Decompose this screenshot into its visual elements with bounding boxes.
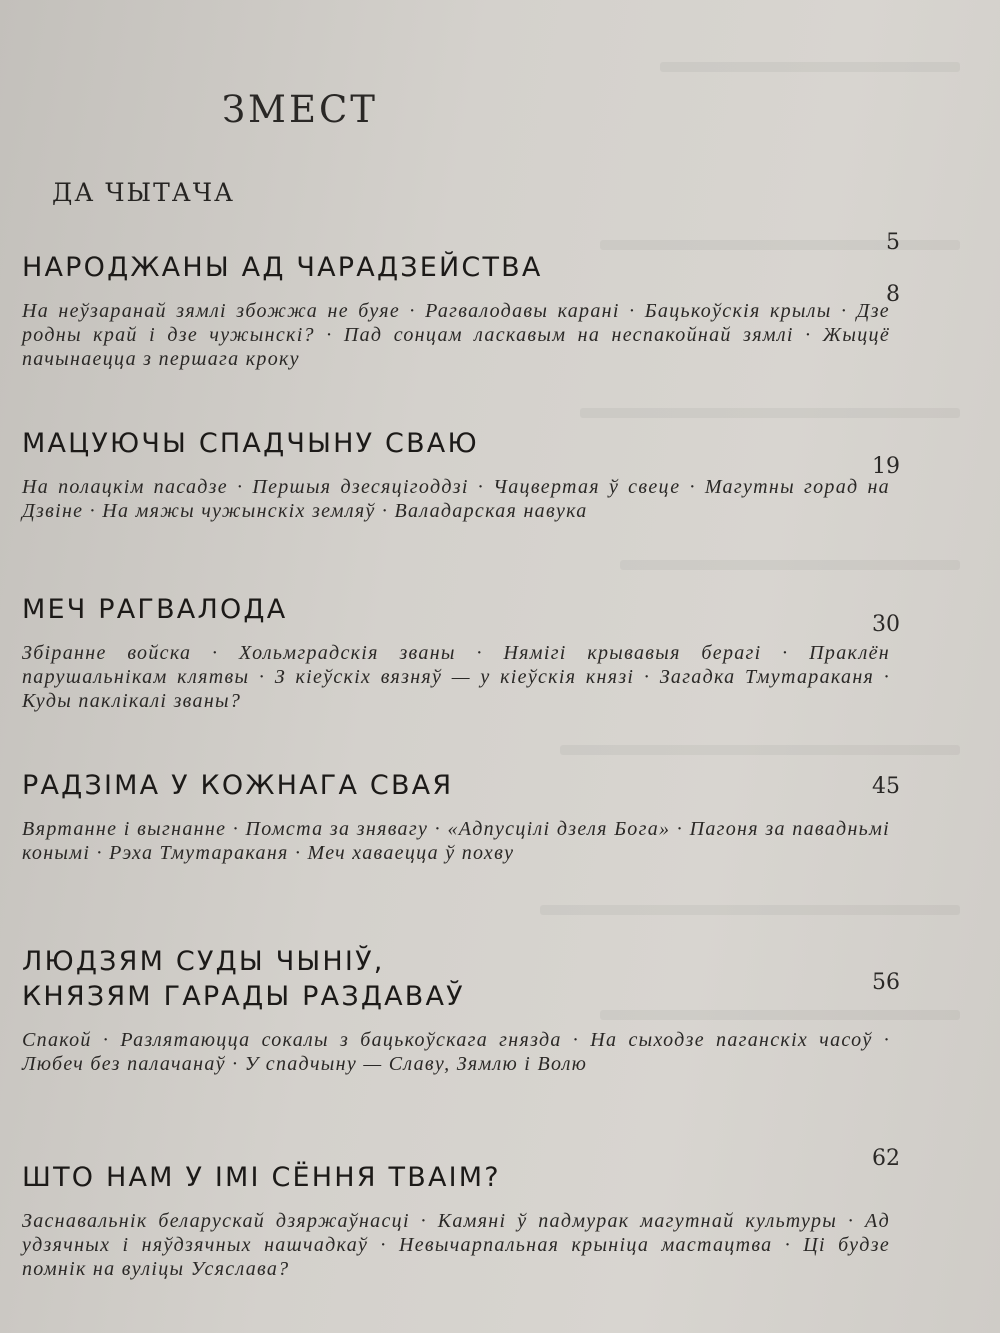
chapter-heading-line: ЛЮДЗЯМ СУДЫ ЧЫНІЎ,: [22, 946, 385, 977]
page-number: 30: [872, 612, 900, 637]
toc-entry-to-reader[interactable]: ДА ЧЫТАЧА: [52, 178, 235, 207]
toc-entry[interactable]: [22, 768, 890, 865]
toc-entry[interactable]: [22, 426, 890, 523]
page-number: 8: [886, 282, 900, 307]
chapter-summary: Заснавальнік беларускай дзяржаўнасці · Камяні ў падмурак магутнай культуры · Ад удзячных і няўдзячных нашчадкаў · Невычарпальная крыніца мастацтва · Ці будзе помнік на вуліцы Усяслава?: [22, 1210, 890, 1280]
chapter-heading-line: КНЯЗЯМ ГАРАДЫ РАЗДАВАЎ: [22, 981, 465, 1012]
chapter-heading: [22, 426, 890, 461]
page-number: 45: [872, 774, 900, 799]
page-number: 5: [886, 230, 900, 255]
chapter-heading-line: НАРОДЖАНЫ АД ЧАРАДЗЕЙСТВА: [22, 252, 543, 283]
page-number: 56: [872, 970, 900, 995]
chapter-summary: На полацкім пасадзе · Першыя дзесяцігоддзі · Чацвертая ў свеце · Магутны горад на Дзвіне · На мяжы чужынскіх земляў · Валадарская навука: [22, 476, 890, 522]
chapter-heading: [22, 944, 890, 1014]
show-through-text: [620, 560, 960, 570]
toc-title: ЗМЕСТ: [222, 88, 378, 131]
chapter-heading-line: МАЦУЮЧЫ СПАДЧЫНУ СВАЮ: [22, 428, 479, 459]
toc-entry[interactable]: [22, 250, 890, 371]
chapter-summary: Збіранне войска · Хольмградскія званы · Нямігі крывавыя берагі · Праклён парушальнікам клятвы · З кіеўскіх вязняў — у кіеўскія князі · Загадка Тмутараканя · Куды паклікалі званы?: [22, 642, 890, 712]
toc-entry[interactable]: [22, 1160, 890, 1281]
chapter-summary: Спакой · Разлятаюцца сокалы з бацькоўскага гнязда · На сыходзе паганскіх часоў · Любеч без палачанаў · У спадчыну — Славу, Зямлю і Волю: [22, 1029, 890, 1075]
page-number: 62: [872, 1146, 900, 1171]
show-through-text: [540, 905, 960, 915]
show-through-text: [560, 745, 960, 755]
page-number: 19: [872, 454, 900, 479]
toc-entry[interactable]: [22, 944, 890, 1076]
chapter-heading: [22, 768, 890, 803]
chapter-heading-line: МЕЧ РАГВАЛОДА: [22, 594, 288, 625]
show-through-text: [600, 240, 960, 250]
chapter-heading: [22, 592, 890, 627]
chapter-heading-line: ШТО НАМ У ІМІ СЁННЯ ТВАІМ?: [22, 1162, 501, 1193]
chapter-summary: На неўзаранай зямлі збожжа не буяе · Рагвалодавы карані · Бацькоўскія крылы · Дзе родны край і дзе чужынскі? · Пад сонцам ласкавым на неспакойнай зямлі · Жыццё пачынаецца з першага кроку: [22, 300, 890, 370]
chapter-heading: [22, 250, 890, 285]
chapter-heading: [22, 1160, 890, 1195]
chapter-summary: Вяртанне і выгнанне · Помста за знявагу · «Адпусцілі дзеля Бога» · Пагоня за павадньмі конымі · Рэха Тмутараканя · Меч хаваецца ў похву: [22, 818, 890, 864]
chapter-heading-line: РАДЗІМА У КОЖНАГА СВАЯ: [22, 770, 454, 801]
show-through-text: [660, 62, 960, 72]
toc-entry[interactable]: [22, 592, 890, 713]
show-through-text: [580, 408, 960, 418]
